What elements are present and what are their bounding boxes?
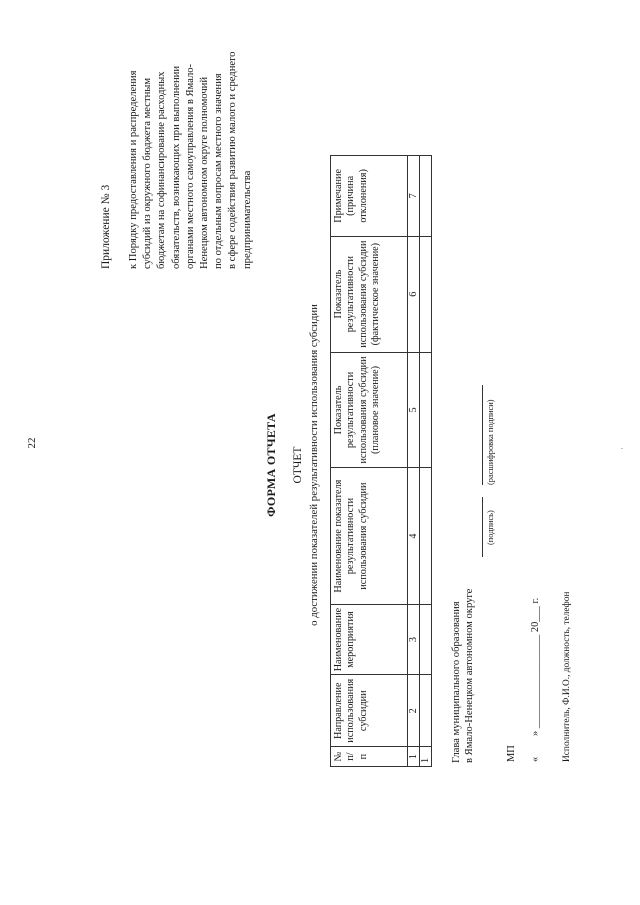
appendix-line: предпринимательства [241,170,253,269]
report-table [330,155,432,767]
appendix-title: Приложение № 3 [100,184,112,269]
table-cell [420,468,432,604]
header-cell: Наименование мероприятия [331,604,408,674]
appendix-line: органами местного самоуправления в Ямало- [184,63,196,269]
form-title: ФОРМА ОТЧЕТА [264,413,278,517]
executor-line: Исполнитель, Ф.И.О., должность, телефон [562,591,572,762]
date-close-quote: » [530,730,541,737]
table-cell [420,352,432,468]
signature-caption: (подпись) [486,510,495,545]
appendix-line: Ненецком автономном округе полномочий [199,77,211,269]
date-line: « » __________________ 20___ г. [530,597,541,762]
header-cell: Направление использования субсидии [331,675,408,747]
table-cell: 1 [420,747,432,767]
date-open-quote: « [530,756,541,762]
header-cell: Показатель результативности использования субсидии (плановое значение) [331,352,408,468]
appendix-line: к Порядку предоставления и распределения [128,70,139,269]
column-number-row [408,156,420,767]
signature-decoding-line [482,385,483,485]
table-cell [420,675,432,747]
header-cell: № п/п [331,747,408,767]
appendix-line: обязательств, возникающих при выполнении [170,65,182,269]
appendix-line: субсидий из окружного бюджета местным [142,77,154,269]
table-cell [420,156,432,237]
header-cell: Наименование показателя результативности использования субсидии [331,468,408,604]
column-number: 1 [408,747,420,767]
column-number: 4 [408,468,420,604]
report-subtitle: о достижении показателей результативности использования субсидии [308,304,320,626]
date-year-suffix: г. [530,597,541,604]
header-cell: Показатель результативности использования субсидии (фактическое значение) [331,236,408,352]
signature-decoding-caption: (расшифровка подписи) [486,399,495,485]
stray-mark: · [617,447,627,450]
header-cell: Примечание (причина отклонения) [331,156,408,237]
signature-title-line: Глава муниципального образования [451,601,462,763]
appendix-line: в сфере содействия развитию малого и среднего [227,51,239,269]
signature-block [450,589,477,763]
table-header-row [331,156,408,767]
signature-line [482,497,483,557]
table-cell [420,604,432,674]
appendix-text [127,14,255,269]
table-cell [420,236,432,352]
column-number: 3 [408,604,420,674]
date-year-prefix: 20 [530,621,541,633]
stamp-placeholder: МП [506,745,517,762]
page-number: 22 [26,437,38,449]
signature-title-line: в Ямало-Ненецком автономном округе [464,588,476,763]
appendix-line: бюджетам на софинансирование расходных [156,71,168,269]
column-number: 5 [408,352,420,468]
column-number: 7 [408,156,420,237]
table-row [420,156,432,767]
appendix-line: по отдельным вопросам местного значения [213,73,225,269]
column-number: 6 [408,236,420,352]
report-title: ОТЧЕТ [292,446,304,484]
column-number: 2 [408,675,420,747]
